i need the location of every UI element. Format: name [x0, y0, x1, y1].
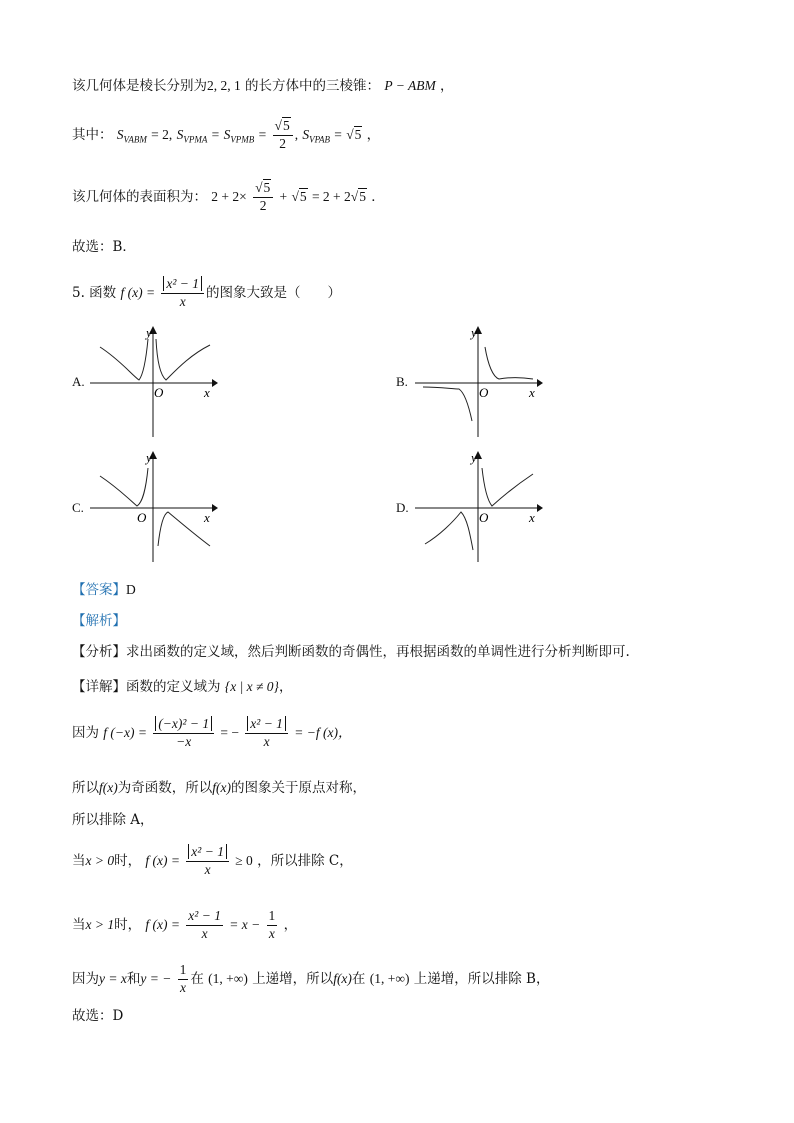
- text: 所以: [72, 780, 99, 796]
- analysis-tag: 【解析】: [72, 613, 126, 629]
- math: f(x): [333, 970, 352, 986]
- answer-value: D: [126, 582, 136, 597]
- math: f (x) =: [145, 916, 180, 932]
- text: 上递增，所以排除 B，: [413, 970, 550, 987]
- text: 的图象关于原点对称，: [230, 780, 366, 796]
- numerator: x² − 1: [247, 716, 286, 731]
- curve-left: [100, 339, 148, 380]
- numerator: x² − 1: [188, 844, 227, 859]
- area-symbol: S: [223, 126, 231, 142]
- math: 2 + 2×: [211, 188, 247, 204]
- curve-left: [425, 512, 473, 550]
- derivation-line-1: [72, 716, 351, 751]
- text: 当: [72, 916, 86, 933]
- text: 时，: [114, 916, 142, 933]
- x-label: x: [529, 385, 535, 400]
- text-line-3: 该几何体的表面积为： 2 + 2× $\frac{√5}{2}$ + √5 = 2 + 2√5 ．: [72, 180, 385, 213]
- radicand: 5: [299, 188, 307, 204]
- math: +: [279, 188, 288, 204]
- origin-label: O: [479, 385, 489, 400]
- text: 和: [126, 970, 141, 987]
- graph-a: [90, 325, 220, 440]
- graph-c: [90, 450, 220, 565]
- radicand: 5: [354, 126, 362, 142]
- text: ．: [371, 188, 385, 205]
- numerator: 1: [178, 962, 189, 980]
- x-arrow-icon: [212, 504, 218, 512]
- text: 的长方体中的三棱锥：: [245, 78, 381, 94]
- numerator: x² − 1: [163, 276, 202, 291]
- numerator: 5: [263, 180, 271, 195]
- math: = 2 + 2: [311, 188, 351, 204]
- answer-line: [72, 578, 136, 598]
- math: y = −: [140, 970, 172, 986]
- detail-line: [72, 675, 292, 695]
- origin-label: O: [154, 385, 164, 400]
- text: 在: [190, 970, 204, 987]
- text: ，: [283, 916, 298, 933]
- denominator: x: [179, 979, 186, 995]
- text: 因为: [72, 724, 99, 741]
- text: 因为: [72, 970, 99, 987]
- detail-tag: 【详解】: [72, 679, 126, 695]
- option-a-label: A.: [72, 374, 85, 389]
- numerator: (−x)² − 1: [155, 716, 212, 731]
- fraction: [267, 908, 278, 943]
- text-line-4: 故选：B．: [72, 239, 136, 255]
- option-d-label: D.: [396, 500, 409, 515]
- derivation-line-4: [72, 844, 353, 879]
- curve-right: [482, 468, 533, 506]
- math: = −: [220, 724, 239, 740]
- domain-set: {x | x ≠ 0}: [224, 679, 279, 694]
- text: ，: [278, 679, 293, 695]
- fraction: [178, 962, 189, 997]
- conclusion-line: 故选：D: [72, 1008, 124, 1024]
- fraction: [161, 276, 204, 311]
- y-label: y: [471, 325, 477, 340]
- curve-right: [156, 339, 210, 380]
- answer-tag: 【答案】: [72, 582, 126, 598]
- text: ，: [440, 78, 454, 94]
- denominator: −x: [176, 733, 192, 749]
- math: =: [211, 126, 220, 142]
- interval: (1, +∞): [208, 970, 248, 986]
- graph-b: [415, 325, 545, 440]
- math: x > 1: [85, 916, 115, 932]
- y-label: y: [146, 325, 152, 340]
- text: 时，: [114, 852, 142, 869]
- curve-right: [485, 347, 533, 379]
- math: f (−x) =: [103, 724, 148, 740]
- origin-label: O: [137, 510, 147, 525]
- math: x > 0: [85, 852, 115, 868]
- math: =: [258, 126, 267, 142]
- area-symbol: S: [302, 126, 310, 142]
- y-label: y: [146, 450, 152, 465]
- numerator: 5: [282, 118, 290, 133]
- text: 当: [72, 852, 86, 869]
- text: ，所以排除 C，: [257, 852, 353, 869]
- denominator: 2: [259, 197, 267, 213]
- text-line-1: [72, 74, 454, 94]
- numerator: x² − 1: [186, 908, 223, 926]
- math: = −f (x)，: [294, 724, 352, 740]
- text: 该几何体是棱长分别为: [72, 78, 207, 94]
- denominator: x: [263, 733, 270, 749]
- text-line-2: 其中： $S_{VABM} = 2$, $S_{VPMA} = S_{VPMB}$ = $\frac{√5}{2}$ , $S_{VPAB} = √5$ ，: [72, 118, 381, 151]
- math: y = x: [99, 970, 127, 986]
- math: =: [334, 126, 342, 142]
- curve-left: [100, 468, 148, 506]
- fenxi-tag: 【分析】: [72, 644, 126, 660]
- derivation-line-6: [72, 962, 549, 997]
- fraction: [186, 908, 223, 943]
- denominator: x: [268, 925, 275, 941]
- area-symbol: S: [116, 126, 124, 142]
- denominator: x: [201, 925, 208, 941]
- text: 的图象大致是（ ）: [206, 284, 342, 301]
- curve-right: [158, 512, 210, 546]
- derivation-line-5: [72, 908, 297, 943]
- text: 为奇函数，所以: [117, 780, 213, 796]
- subscript: VPMA: [183, 134, 208, 145]
- denominator: x: [179, 293, 186, 309]
- math: = x −: [229, 916, 261, 932]
- subscript: VPAB: [309, 134, 330, 145]
- interval: (1, +∞): [369, 970, 410, 986]
- analysis-line: [72, 609, 126, 629]
- text: ，: [366, 126, 381, 143]
- text: 在: [351, 970, 366, 987]
- math: f (x) =: [145, 852, 180, 868]
- curve-left: [423, 387, 472, 421]
- detail-text: 函数的定义域为: [126, 679, 221, 695]
- math: f(x): [212, 780, 231, 795]
- math: f(x): [99, 780, 118, 795]
- math: ≥ 0: [235, 852, 253, 868]
- text: 该几何体的表面积为：: [72, 188, 207, 205]
- question-5: [72, 276, 341, 311]
- fraction: $\frac{√5}{2}$: [253, 180, 273, 215]
- text: 其中：: [72, 126, 113, 143]
- x-label: x: [204, 385, 210, 400]
- area-symbol: S: [176, 126, 184, 142]
- x-label: x: [529, 510, 535, 525]
- x-arrow-icon: [537, 379, 543, 387]
- derivation-line-3: 所以排除 A，: [72, 812, 154, 828]
- denominator: 2: [279, 135, 286, 151]
- fraction: $\frac{√5}{2}$: [273, 118, 293, 153]
- fenxi-line: [72, 640, 630, 660]
- origin-label: O: [479, 510, 489, 525]
- x-arrow-icon: [212, 379, 218, 387]
- y-label: y: [471, 450, 477, 465]
- numerator: 1: [267, 908, 278, 926]
- question-number: 5. 函数: [72, 284, 117, 301]
- option-b-label: B.: [396, 374, 408, 389]
- math: ,: [294, 126, 299, 142]
- fraction: [186, 844, 229, 879]
- derivation-line-2: [72, 776, 366, 796]
- denominator: x: [204, 861, 211, 877]
- math: = 2,: [151, 126, 173, 142]
- graph-d: [415, 450, 545, 565]
- fraction: [245, 716, 288, 751]
- text: 上递增，所以: [252, 970, 334, 987]
- subscript: VPMB: [230, 134, 255, 145]
- fenxi-text: 求出函数的定义域，然后判断函数的奇偶性，再根据函数的单调性进行分析判断即可.: [126, 644, 630, 660]
- pyramid-name: P − ABM: [384, 78, 436, 93]
- fraction: [153, 716, 214, 751]
- subscript: VABM: [123, 134, 147, 145]
- math: f (x) =: [120, 284, 156, 300]
- radicand: 5: [359, 188, 366, 204]
- x-arrow-icon: [537, 504, 543, 512]
- option-c-label: C.: [72, 500, 84, 515]
- x-label: x: [204, 510, 210, 525]
- dims: 2, 2, 1: [207, 78, 241, 93]
